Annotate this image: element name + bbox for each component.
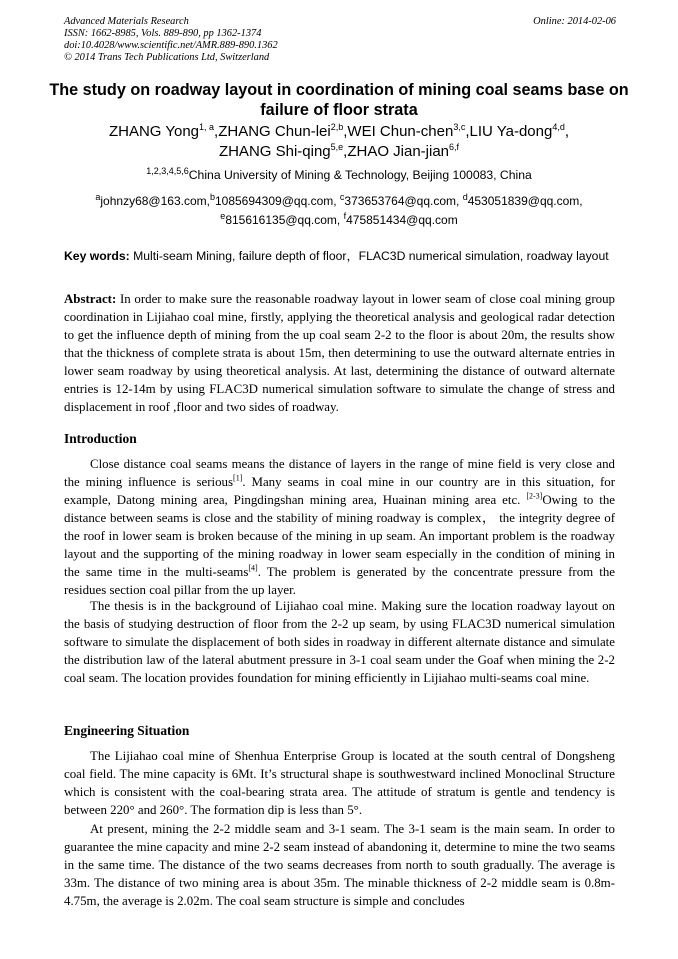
citation: [4]: [248, 563, 258, 573]
paper-title: The study on roadway layout in coordination of mining coal seams base on failure of floor strata: [49, 81, 629, 119]
keywords-text: Multi-seam Mining, failure depth of floor，FLAC3D numerical simulation, roadway layout: [129, 249, 609, 263]
email-sup: f: [343, 211, 347, 221]
email-address: 815616135@qq.com,: [225, 213, 344, 227]
author-sep: ,: [465, 123, 470, 140]
citation: [1]: [233, 473, 243, 483]
keywords-label: Key words:: [64, 249, 130, 263]
email-sup: a: [95, 192, 101, 202]
email-address: 475851434@qq.com: [346, 213, 458, 227]
author-sep: ,: [343, 123, 348, 140]
introduction-heading: Introduction: [64, 431, 137, 446]
introduction-paragraph-1: [64, 455, 615, 599]
journal-name: Advanced Materials Research: [64, 16, 189, 27]
text-run: Owing to the distance between seams is close and the stability of mining roadway is complex， the integrity degree of the roof in lower seam is broken because of the mining in up seam. An important problem is the roadway layout and the supporting of the mining roadway in lower seam especially in the condition of mining in the same time in the multi-seams: [64, 493, 616, 579]
author-sup: 5,e: [330, 142, 344, 152]
online-date: Online: 2014-02-06: [533, 16, 616, 27]
author-sep: ,: [343, 143, 348, 160]
email-address: 373653764@qq.com,: [344, 194, 463, 208]
author-sup: 4,d: [552, 122, 565, 132]
text-run: . The problem is generated by the concentrate pressure from the residues section coal pillar from the up layer.: [64, 565, 615, 597]
email-sup: d: [462, 192, 468, 202]
email-address: 1085694309@qq.com,: [214, 194, 340, 208]
keywords: [64, 247, 615, 265]
email-sup: c: [339, 192, 345, 202]
engineering-paragraph-2: At present, mining the 2-2 middle seam and 3-1 seam. The 3-1 seam is the main seam. In order to guarantee the mine capacity and mine 2-2 seam instead of abandoning it, determine to mine the two seams in the same time. The distance of the two seams decreases from north to south gradually. The average is 33m. The distance of two mining area is about 35m. The minable thickness of 2-2 middle seam is 0.8m-4.75m, the average is 2.02m. The coal seam structure is simple and concludes: [64, 822, 615, 908]
issn-line: ISSN: 1662-8985, Vols. 889-890, pp 1362-1374: [64, 28, 262, 39]
journal-header: [64, 16, 616, 64]
author-list: [40, 122, 638, 162]
author-name: ZHAO Jian-jian: [347, 143, 450, 160]
author-sep: ,: [214, 123, 219, 140]
email-address: 453051839@qq.com,: [467, 194, 583, 208]
author-sup: 1, a: [199, 122, 215, 132]
abstract: [64, 290, 615, 416]
author-name: LIU Ya-dong: [469, 123, 553, 140]
author-sep: ,: [564, 123, 570, 140]
doi-line: doi:10.4028/www.scientific.net/AMR.889-890.1362: [64, 40, 278, 51]
text-run: Close distance coal seams means the distance of layers in the range of mine field is very close and the mining influence is serious: [64, 457, 615, 489]
author-sup: 6,f: [449, 142, 460, 152]
text-run: . Many seams in coal mine in our country are in this situation, for example, Datong mining area, Pingdingshan mining area, Huainan mining area etc.: [64, 475, 615, 507]
affiliation: [40, 167, 638, 183]
email-sup: e: [220, 211, 226, 221]
email-address: johnzy68@163.com,: [100, 194, 210, 208]
author-name: WEI Chun-chen: [347, 123, 454, 140]
author-name: ZHANG Chun-lei: [218, 123, 331, 140]
email-list: [40, 192, 638, 230]
author-sup: 2,b: [330, 122, 344, 132]
author-name: ZHANG Shi-qing: [218, 143, 331, 160]
abstract-text: In order to make sure the reasonable roadway layout in lower seam of close coal mining group coordination in Lijiahao coal mine, firstly, applying the theoretical analysis and geological radar detection to get the influence depth of mining from the up coal seam 2-2 to the floor is about 20m, the results show that the thickness of complete strata is about 15m, then determining to use the outward alternate entries in lower seam roadway by using theoretical analysis. At last, determining the distance of outward alternate entries is 12-14m by using FLAC3D numerical simulation software to simulate the change of stress and displacement in roof ,floor and two sides of roadway.: [64, 292, 615, 414]
affiliation-text: China University of Mining & Technology, Beijing 100083, China: [188, 168, 532, 182]
author-name: ZHANG Yong: [108, 123, 200, 140]
engineering-paragraph-1: The Lijiahao coal mine of Shenhua Enterprise Group is located at the south central of Dongsheng coal field. The mine capacity is 6Mt. It’s structural shape is southwestward inclined Monoclinal Structure which is consistent with the coal-bearing strata area. The attitude of stratum is gentle and tendency is between 220° and 260°. The formation dip is less than 5°.: [64, 749, 615, 817]
abstract-label: Abstract:: [64, 292, 117, 306]
engineering-heading: Engineering Situation: [64, 723, 190, 738]
affiliation-sup: 1,2,3,4,5,6: [146, 165, 189, 176]
author-sup: 3,c: [453, 122, 466, 132]
email-sup: b: [209, 192, 215, 202]
introduction-paragraph-2: The thesis is in the background of Lijiahao coal mine. Making sure the location roadway layout on the basis of studying destruction of floor from the 2-2 up seam, by using FLAC3D numerical simulation software to simulate the displacement of both sides in roadway in different alternate distance and simulate the distribution law of the lateral abutment pressure in 3-1 coal seam under the Goaf when mining the 2-2 coal seam. The location provides foundation for mining efficiently in Lijiahao multi-seams coal mine.: [64, 599, 615, 685]
copyright-line: © 2014 Trans Tech Publications Ltd, Switzerland: [64, 52, 270, 63]
citation: [2-3]: [526, 491, 543, 501]
